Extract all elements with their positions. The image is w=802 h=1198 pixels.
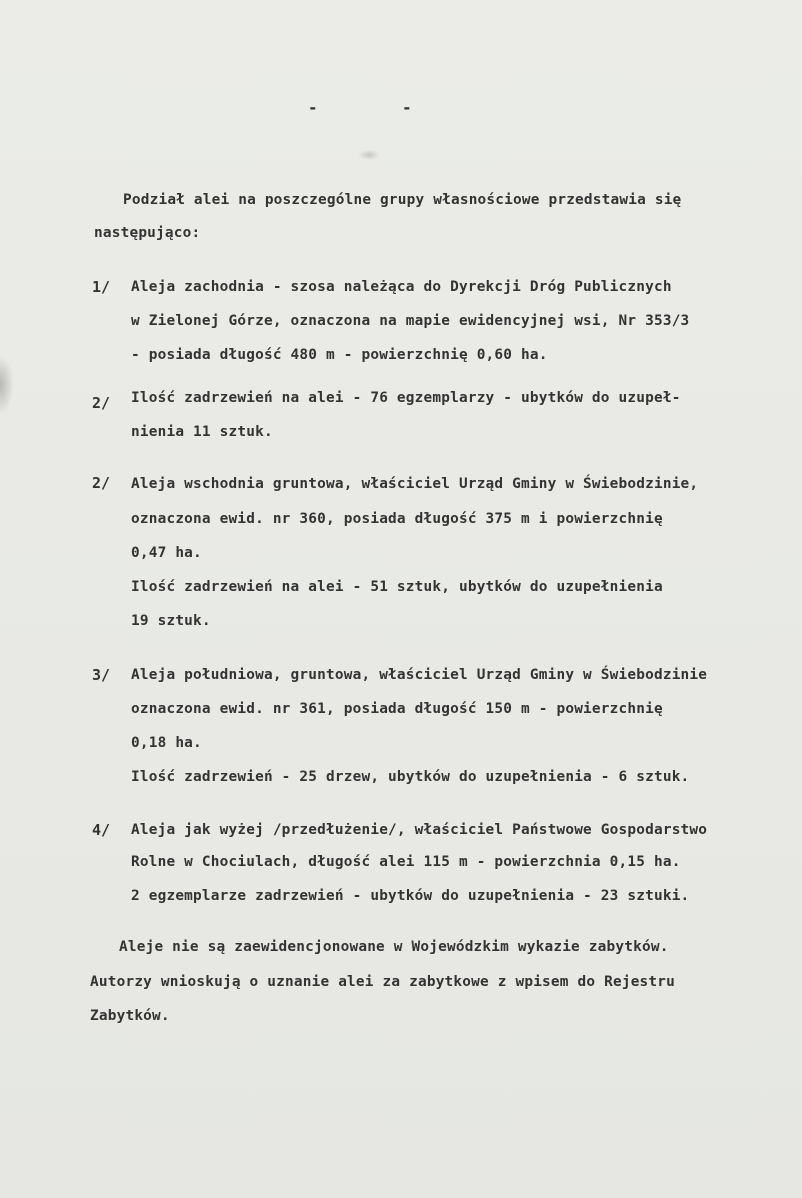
item-line: Ilość zadrzewień - 25 drzew, ubytków do uzupełnienia - 6 sztuk. [131, 769, 690, 785]
scan-edge-mark [0, 355, 14, 415]
item-line: w Zielonej Górze, oznaczona na mapie ewidencyjnej wsi, Nr 353/3 [131, 313, 690, 329]
item-line: Aleja południowa, gruntowa, właściciel Urząd Gminy w Świebodzinie [131, 667, 708, 683]
item-number: 2/ [92, 394, 111, 412]
item-line: Aleja jak wyżej /przedłużenie/, właściciel Państwowe Gospodarstwo [131, 822, 708, 838]
item-number: 2/ [92, 474, 111, 492]
header-dash-left: - [308, 98, 318, 117]
item-line: oznaczona ewid. nr 360, posiada długość 375 m i powierzchnię [131, 511, 663, 527]
item-line: 0,47 ha. [131, 545, 202, 561]
intro-line: następująco: [94, 225, 201, 241]
item-line: oznaczona ewid. nr 361, posiada długość 150 m - powierzchnię [131, 701, 663, 717]
closing-line: Zabytków. [90, 1008, 170, 1024]
item-number: 3/ [92, 666, 111, 684]
item-line: 2 egzemplarze zadrzewień - ubytków do uzupełnienia - 23 sztuki. [131, 888, 690, 904]
item-line: Aleja wschodnia gruntowa, właściciel Urząd Gminy w Świebodzinie, [131, 476, 699, 492]
item-line: Aleja zachodnia - szosa należąca do Dyrekcji Dróg Publicznych [131, 279, 672, 295]
closing-line: Aleje nie są zaewidencjonowane w Wojewódzkim wykazie zabytków. [119, 939, 669, 955]
item-line: - posiada długość 480 m - powierzchnię 0,60 ha. [131, 347, 548, 363]
item-line: 19 sztuk. [131, 613, 211, 629]
item-line: nienia 11 sztuk. [131, 424, 273, 440]
item-line: 0,18 ha. [131, 735, 202, 751]
header-dash-right: - [402, 98, 412, 117]
item-line: Ilość zadrzewień na alei - 51 sztuk, ubytków do uzupełnienia [131, 579, 663, 595]
item-number: 1/ [92, 278, 111, 296]
closing-line: Autorzy wnioskują o uznanie alei za zabytkowe z wpisem do Rejestru [90, 974, 676, 990]
item-line: Ilość zadrzewień na alei - 76 egzemplarzy - ubytków do uzupeł- [131, 390, 681, 406]
intro-line: Podział alei na poszczególne grupy własnościowe przedstawia się [123, 192, 682, 208]
item-line: Rolne w Chociulach, długość alei 115 m - powierzchnia 0,15 ha. [131, 854, 681, 870]
item-number: 4/ [92, 821, 111, 839]
scan-speck [358, 150, 380, 160]
